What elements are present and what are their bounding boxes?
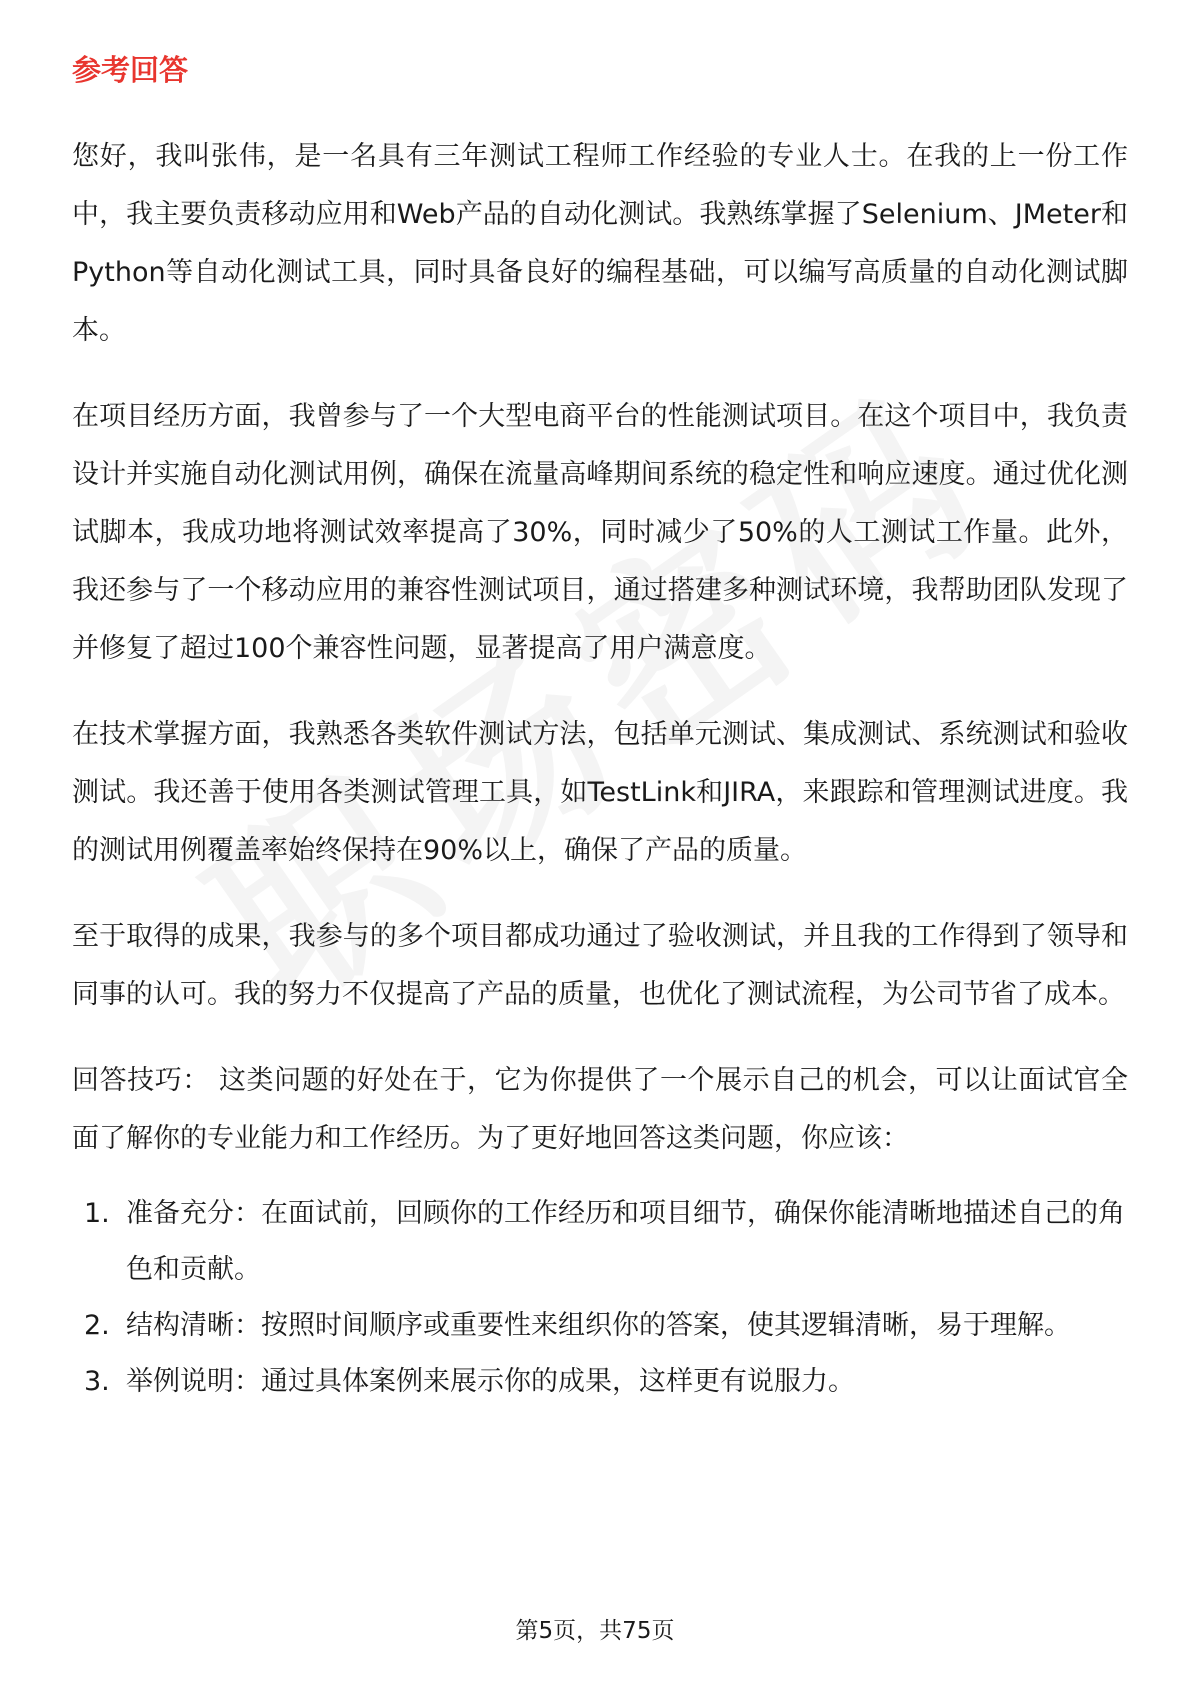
section-heading: 参考回答	[72, 53, 189, 87]
list-item-number: 1.	[84, 1198, 110, 1229]
list-item-text: 结构清晰：按照时间顺序或重要性来组织你的答案，使其逻辑清晰，易于理解。	[126, 1310, 1071, 1341]
list-item-number: 3.	[84, 1366, 110, 1397]
list-item	[72, 1186, 1128, 1298]
paragraph-tips-intro: 回答技巧： 这类问题的好处在于，它为你提供了一个展示自己的机会，可以让面试官全面了解你的专业能力和工作经历。为了更好地回答这类问题，你应该：	[72, 1065, 1128, 1154]
paragraph-achievements: 至于取得的成果，我参与的多个项目都成功通过了验收测试，并且我的工作得到了领导和同事的认可。我的努力不仅提高了产品的质量，也优化了测试流程，为公司节省了成本。	[72, 921, 1128, 1010]
paragraph-intro: 您好，我叫张伟，是一名具有三年测试工程师工作经验的专业人士。在我的上一份工作中，我主要负责移动应用和Web产品的自动化测试。我熟练掌握了Selenium、JMeter和Python等自动化测试工具，同时具备良好的编程基础，可以编写高质量的自动化测试脚本。	[72, 141, 1128, 346]
page-content	[72, 48, 1128, 1410]
list-item-text: 举例说明：通过具体案例来展示你的成果，这样更有说服力。	[126, 1366, 855, 1397]
list-item-number: 2.	[84, 1310, 110, 1341]
paragraph-skills: 在技术掌握方面，我熟悉各类软件测试方法，包括单元测试、集成测试、系统测试和验收测试。我还善于使用各类测试管理工具，如TestLink和JIRA，来跟踪和管理测试进度。我的测试用例覆盖率始终保持在90%以上，确保了产品的质量。	[72, 719, 1128, 866]
page-number: 第5页，共75页	[515, 1618, 675, 1644]
tips-list	[72, 1186, 1128, 1410]
list-item-text: 准备充分：在面试前，回顾你的工作经历和项目细节，确保你能清晰地描述自己的角色和贡献。	[126, 1198, 1125, 1285]
paragraph-projects: 在项目经历方面，我曾参与了一个大型电商平台的性能测试项目。在这个项目中，我负责设计并实施自动化测试用例，确保在流量高峰期间系统的稳定性和响应速度。通过优化测试脚本，我成功地将测试效率提高了30%，同时减少了50%的人工测试工作量。此外，我还参与了一个移动应用的兼容性测试项目，通过搭建多种测试环境，我帮助团队发现了并修复了超过100个兼容性问题，显著提高了用户满意度。	[72, 401, 1128, 664]
list-item	[72, 1298, 1128, 1354]
list-item	[72, 1354, 1128, 1410]
